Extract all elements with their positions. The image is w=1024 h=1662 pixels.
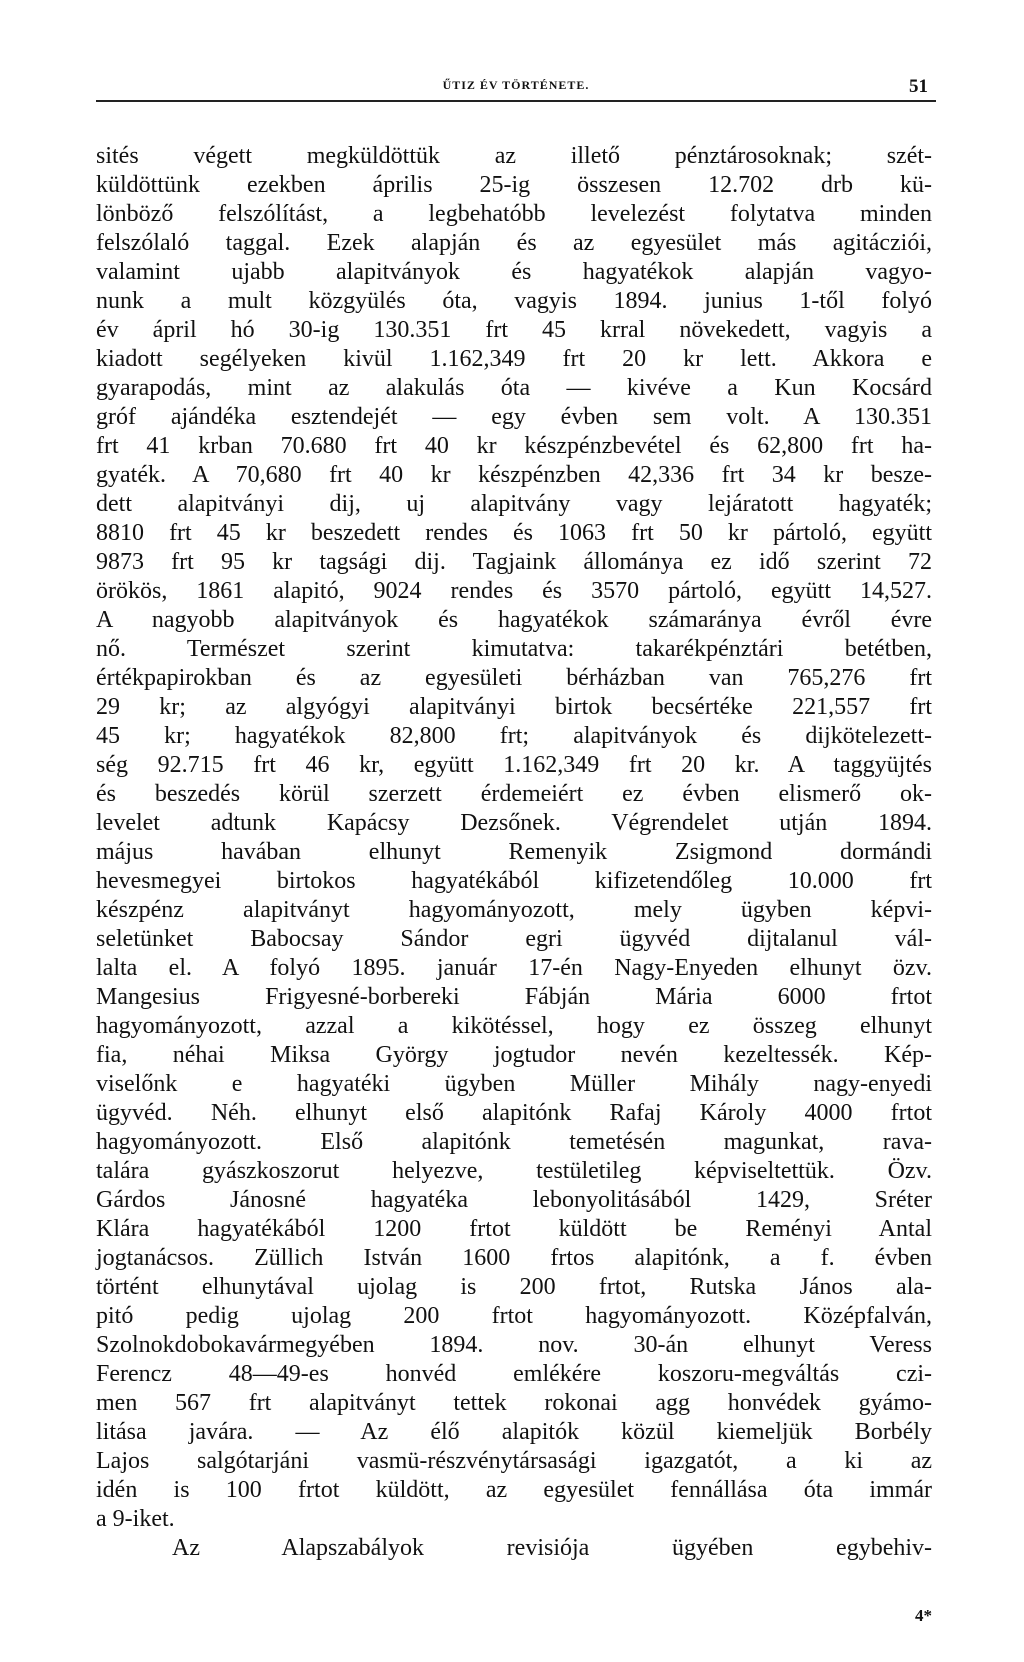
text-line: 29 kr; az algyógyi alapitványi birtok becsértéke 221,557 frt [96,694,932,720]
text-line: Mangesius Frigyesné-borbereki Fábján Mária 6000 frtot [96,984,932,1010]
body-text [96,142,932,1563]
text-line: örökös, 1861 alapitó, 9024 rendes és 3570 pártoló, együtt 14,527. [96,578,932,604]
text-line: frt 41 krban 70.680 frt 40 kr készpénzbevétel és 62,800 frt ha- [96,433,932,459]
page-header [96,70,936,102]
text-line: 8810 frt 45 kr beszedett rendes és 1063 frt 50 kr pártoló, együtt [96,520,932,546]
text-line: ség 92.715 frt 46 kr, együtt 1.162,349 frt 20 kr. A taggyüjtés [96,752,932,778]
text-line: Ferencz 48—49-es honvéd emlékére koszoru-megváltás czi- [96,1361,932,1387]
text-line: litása javára. — Az élő alapitók közül kiemeljük Borbély [96,1419,932,1445]
text-line: jogtanácsos. Züllich István 1600 frtos alapitónk, a f. évben [96,1245,932,1271]
text-line: idén is 100 frtot küldött, az egyesület fennállása óta immár [96,1477,932,1503]
text-line: fia, néhai Miksa György jogtudor nevén kezeltessék. Kép- [96,1042,932,1068]
text-line: hagyományozott. Első alapitónk temetésén magunkat, rava- [96,1129,932,1155]
text-line: sités végett megküldöttük az illető pénztárosoknak; szét- [96,143,932,169]
text-line: talára gyászkoszorut helyezve, testületileg képviseltettük. Özv. [96,1158,932,1184]
text-line: Az Alapszabályok revisiója ügyében egybehiv- [172,1535,932,1561]
text-line: kiadott segélyeken kivül 1.162,349 frt 20 kr lett. Akkora e [96,346,932,372]
text-line: seletünket Babocsay Sándor egri ügyvéd dijtalanul vál- [96,926,932,952]
page-number: 51 [909,76,928,97]
text-line: felszólaló taggal. Ezek alapján és az egyesület más agitácziói, [96,230,932,256]
text-line: hevesmegyei birtokos hagyatékából kifizetendőleg 10.000 frt [96,868,932,894]
text-line: men 567 frt alapitványt tettek rokonai agg honvédek gyámo- [96,1390,932,1416]
text-line: május havában elhunyt Remenyik Zsigmond dormándi [96,839,932,865]
text-line: értékpapirokban és az egyesületi bérházban van 765,276 frt [96,665,932,691]
text-line: a 9-iket. [96,1506,175,1532]
text-line: 9873 frt 95 kr tagsági dij. Tagjaink állománya ez idő szerint 72 [96,549,932,575]
text-line: Klára hagyatékából 1200 frtot küldött be Reményi Antal [96,1216,932,1242]
text-line: A nagyobb alapitványok és hagyatékok számaránya évről évre [96,607,932,633]
text-line: 45 kr; hagyatékok 82,800 frt; alapitványok és dijkötelezett- [96,723,932,749]
text-line: ügyvéd. Néh. elhunyt első alapitónk Rafaj Károly 4000 frtot [96,1100,932,1126]
text-line: Lajos salgótarjáni vasmü-részvénytársasági igazgatót, a ki az [96,1448,932,1474]
text-line: lönböző felszólítást, a legbehatóbb levelezést folytatva minden [96,201,932,227]
text-line: Gárdos Jánosné hagyatéka lebonyolitásából 1429, Sréter [96,1187,932,1213]
text-line: viselőnk e hagyatéki ügyben Müller Mihály nagy-enyedi [96,1071,932,1097]
text-line: történt elhunytával ujolag is 200 frtot, Rutska János ala- [96,1274,932,1300]
text-line: gyarapodás, mint az alakulás óta — kivéve a Kun Kocsárd [96,375,932,401]
text-line: nő. Természet szerint kimutatva: takarékpénztári betétben, [96,636,932,662]
text-line: dett alapitványi dij, uj alapitvány vagy lejáratott hagyaték; [96,491,932,517]
text-line: gróf ajándéka esztendejét — egy évben sem volt. A 130.351 [96,404,932,430]
text-line: valamint ujabb alapitványok és hagyatékok alapján vagyo- [96,259,932,285]
text-line: nunk a mult közgyülés óta, vagyis 1894. junius 1-től folyó [96,288,932,314]
text-line: pitó pedig ujolag 200 frtot hagyományozott. Középfalván, [96,1303,932,1329]
text-line: lalta el. A folyó 1895. január 17-én Nagy-Enyeden elhunyt özv. [96,955,932,981]
text-line: levelet adtunk Kapácsy Dezsőnek. Végrendelet utján 1894. [96,810,932,836]
text-line: év ápril hó 30-ig 130.351 frt 45 krral növekedett, vagyis a [96,317,932,343]
header-rule [96,100,936,102]
text-line: Szolnokdobokavármegyében 1894. nov. 30-án elhunyt Veress [96,1332,932,1358]
text-line: készpénz alapitványt hagyományozott, mely ügyben képvi- [96,897,932,923]
text-line: hagyományozott, azzal a kikötéssel, hogy ez összeg elhunyt [96,1013,932,1039]
signature-mark: 4* [915,1606,932,1625]
text-line: gyaték. A 70,680 frt 40 kr készpénzben 42,336 frt 34 kr besze- [96,462,932,488]
text-line: küldöttünk ezekben április 25-ig összesen 12.702 drb kü- [96,172,932,198]
text-line: és beszedés körül szerzett érdemeiért ez évben elismerő ok- [96,781,932,807]
running-title: ŰTIZ ÉV TÖRTÉNETE. [442,78,590,92]
